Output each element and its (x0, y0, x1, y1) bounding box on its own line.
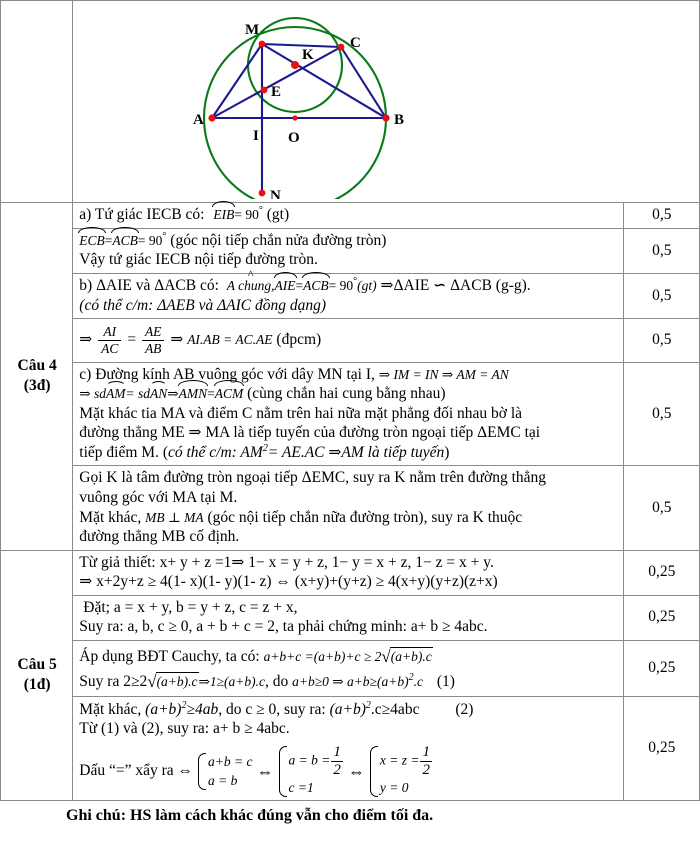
angle-EIB: EIB (213, 205, 234, 223)
r4c-line4: đường thẳng ME ⇒ MA là tiếp tuyến của đường tròn ngoại tiếp ΔEMC tại (79, 424, 541, 442)
segments (212, 44, 386, 193)
geometry-svg (79, 3, 627, 199)
r4b-prefix: b) ΔAIE và ΔACB có: (79, 277, 219, 295)
r4b2-rest: AI.AB = AC.AE (187, 331, 273, 347)
body-5d (73, 696, 623, 800)
body-4a2 (73, 228, 623, 273)
r5d-line1e: (a+b) (329, 700, 366, 718)
point-A (209, 114, 216, 121)
r5d-line1b: (a+b) (145, 700, 182, 718)
body-4b2 (73, 319, 623, 363)
label-I: I (253, 128, 260, 144)
body-5b (73, 595, 623, 640)
row-4c (1, 362, 700, 466)
geometry-figure-cell (73, 1, 700, 203)
r5d-line1c: ≥4ab (186, 700, 219, 718)
r4a2-paren: (góc nội tiếp chắn nửa đường tròn) (170, 231, 387, 249)
r4a2-deg: ° (162, 230, 167, 242)
a-chung: ^ A chung, (226, 267, 275, 294)
r4b-implies: ⇒ (380, 277, 394, 295)
label-E: E (271, 84, 282, 100)
row-4a2 (1, 228, 700, 273)
r4c2-line4: đường thẳng MB cố định. (79, 528, 240, 546)
r4c2-line3c: (góc nội tiếp chắn nữa đường tròn), suy ra K thuộc (207, 508, 523, 526)
r5a-line2: ⇒ x+2y+z ≥ 4(1- x)(1- y)(1- z) ⇔ (x+y)+(y+z) ≥ 4(x+y)(y+z)(z+x) (79, 573, 498, 591)
system-3: x = z = $\frac{1}{2}$ y = 0 (369, 745, 433, 798)
r4a2-eq2: = 90 (137, 232, 163, 248)
point-N (259, 190, 266, 197)
r4c-line2-eq: = sd (125, 386, 150, 402)
r4c-line5d: ) (444, 443, 450, 461)
footer-note-text: HS làm cách khác đúng vẫn cho điểm tối đa. (130, 806, 434, 824)
cau4-line2: (3đ) (23, 376, 51, 394)
r4c2-line3a: Mặt khác, (79, 508, 142, 526)
r4c-line5sup: 2 (262, 442, 268, 454)
score-5b: 0,25 (623, 595, 699, 640)
r4c-line3: Mặt khác tia MA và điểm C nằm trên hai nữa mặt phẳng đối nhau bờ là (79, 404, 523, 422)
r5b-line1: Đặt; a = x + y, b = y + z, c = z + x, (83, 598, 298, 616)
row-4a (1, 203, 700, 229)
row-4c2 (1, 466, 700, 550)
body-5a (73, 550, 623, 595)
body-5c (73, 640, 623, 696)
r4b-eq1: = (295, 278, 304, 294)
label-K: K (302, 47, 314, 63)
row-5a (1, 550, 700, 595)
frac-half-1: $\frac{1}{2}$ (333, 743, 341, 778)
r5c-line2-mid: ⇒1≥(a+b).c (198, 674, 265, 690)
r4c-line5a: tiếp điểm M. ( (79, 443, 168, 461)
r4b-tri2: ΔACB (450, 277, 492, 295)
score-4a2: 0,5 (623, 228, 699, 273)
score-4c2: 0,5 (623, 466, 699, 550)
label-M: M (245, 22, 260, 38)
point-O (293, 115, 298, 120)
r4c2-line3 (79, 508, 617, 528)
label-C: C (350, 35, 362, 51)
row-5b (1, 595, 700, 640)
r5d-line1sup: 2 (181, 699, 187, 711)
angle-AIE: AIE (275, 276, 296, 294)
system-1: a+b = c a = b (197, 752, 252, 791)
sys3-line1: x = z = $\frac{1}{2}$ (379, 743, 430, 778)
r4c-line2-pre: ⇒ sd (79, 386, 106, 402)
system-2: a = b = $\frac{1}{2}$ c =1 (278, 745, 344, 798)
point-M (259, 41, 266, 48)
row-4b (1, 273, 700, 318)
r4c-line1b: ⇒ IM = IN ⇒ AM = AN (378, 366, 509, 382)
r4c-line2-eq2: = (207, 386, 215, 402)
r4b-line2: (có thể c/m: ΔAEB và ΔAIC đồng dạng) (79, 296, 327, 314)
r4a-deg: ° (258, 205, 263, 216)
row-5c (1, 640, 700, 696)
r4b-gg: (g-g). (495, 277, 531, 295)
r5d-line1d: , do c ≥ 0, suy ra: (218, 700, 326, 718)
r4c2-line2: vuông góc với MA tại M. (79, 489, 238, 506)
r5c-line1 (79, 645, 617, 667)
angle-ECB: ECB (79, 231, 105, 249)
r5c-line2-tag: (1) (436, 673, 455, 691)
score-4b2: 0,5 (623, 319, 699, 363)
frac-half-2: $\frac{1}{2}$ (422, 743, 430, 778)
figure-row (1, 1, 700, 203)
r4c-line2-imp: ⇒ (167, 386, 179, 402)
r5d-line1a: Mặt khác, (79, 700, 142, 718)
r4a-suffix: (gt) (266, 206, 290, 224)
body-4c (73, 362, 623, 466)
r5c-line2-do: , do (264, 673, 289, 691)
score-4c: 0,5 (623, 362, 699, 466)
label-cau4 (1, 203, 73, 551)
footer-note-label: Ghi chú: (66, 806, 127, 824)
r4b-gt: (gt) (357, 278, 377, 294)
r4b-eq2: = 90 (328, 278, 354, 294)
body-4b (73, 267, 623, 318)
cau5-line2: (1đ) (23, 675, 51, 693)
point-K (291, 61, 299, 69)
r5c-line2 (79, 670, 617, 692)
r4b-sim: ∽ (433, 277, 447, 295)
r4b2-implies2: ⇒ (170, 330, 184, 348)
r4b-deg: ° (353, 275, 358, 287)
score-4b: 0,5 (623, 273, 699, 318)
frac-AE-AB: $\frac{AE}{AB}$ (142, 324, 165, 357)
r4c2-line3b: MB ⊥ MA (145, 509, 204, 525)
angle-ACB: ACB (112, 231, 138, 249)
arc-AM: AM (106, 385, 126, 402)
frac-AI-AC: $\frac{AI}{AC}$ (98, 324, 121, 357)
r4c-line1a: c) Đường kính AB vuông góc với dây MN tại I, (79, 365, 375, 383)
r5a-line1: Từ giả thiết: x+ y + z =1⇒ 1− x = y + z, 1− y = x + z, 1− z = x + y. (79, 553, 494, 571)
angle-ACB-b: ACB (303, 276, 329, 294)
point-C (338, 44, 345, 51)
point-E (261, 87, 268, 94)
label-N: N (270, 188, 282, 199)
r5c-line2-sup: 2 (408, 671, 414, 683)
row-5d (1, 696, 700, 800)
point-B (383, 114, 390, 121)
r4b2-eq: = (127, 330, 137, 348)
r4c2-line1: Gọi K là tâm đường tròn ngoại tiếp ΔEMC, suy ra K nằm trên đường thẳng (79, 469, 547, 487)
r5d-line1 (79, 700, 617, 720)
r4b2-implies: ⇒ (79, 330, 93, 348)
label-cau5 (1, 550, 73, 800)
r5d-line3-pre: Dấu “=” xẩy ra ⇔ (79, 762, 194, 780)
r5d-line1tag: (2) (455, 700, 474, 718)
r5b-line2: Suy ra: a, b, c ≥ 0, a + b + c = 2, ta phải chứng minh: a+ b ≥ 4abc. (79, 618, 488, 636)
r4c-line2-paren: (cùng chắn hai cung bằng nhau) (247, 385, 446, 403)
r5d-op2: ⇔ (347, 761, 365, 781)
score-5d: 0,25 (623, 696, 699, 800)
footer-note (0, 807, 700, 825)
r4c-line5c: = AE.AC ⇒AM là tiếp tuyến (267, 443, 445, 461)
label-B: B (394, 112, 405, 128)
r4b-line1 (79, 267, 617, 296)
angle-AMN: AMN (179, 384, 208, 402)
geometry-figure (79, 3, 627, 199)
body-4c2 (73, 466, 623, 550)
r5c-line2-b: a+b≥0 ⇒ a+b≥(a+b) (292, 674, 409, 690)
score-5c: 0,25 (623, 640, 699, 696)
r4b2-dpcm: (đpcm) (276, 330, 322, 348)
sqrt-2: √(a+b).c (147, 672, 198, 692)
r5d-line2: Từ (1) và (2), suy ra: a+ b ≥ 4abc. (79, 720, 290, 738)
score-5a: 0,25 (623, 550, 699, 595)
angle-ACM: ACM (215, 384, 244, 402)
score-4a: 0,5 (623, 203, 699, 229)
r5d-op1: ⇔ (256, 761, 274, 781)
figure-row-left-pad (1, 1, 73, 203)
label-O: O (288, 130, 300, 146)
r4c-line5b: có thể c/m: AM (167, 443, 263, 461)
label-A: A (193, 112, 205, 128)
r4a2-line2: Vậy tứ giác IECB nội tiếp đường tròn. (79, 251, 318, 269)
r5d-line3 (79, 745, 617, 798)
r4b-tri1: ΔAIE (393, 277, 430, 295)
row-4b2 (1, 319, 700, 363)
r5d-line1f: .c≥4abc (370, 700, 420, 718)
arc-AN: AN (150, 385, 167, 402)
sqrt-1: √(a+b).c (381, 646, 432, 666)
sys2-line1: a = b = $\frac{1}{2}$ (288, 743, 341, 778)
r5c-line2-pre: Suy ra 2≥2 (79, 673, 148, 691)
r4c-line5 (79, 443, 617, 463)
r4a-eq: = 90 (234, 207, 259, 223)
r4c-line2 (79, 384, 617, 404)
r5c-line2-c: .c (413, 674, 423, 690)
cau5-line1: Câu 5 (17, 656, 57, 674)
r5c-line1-math-a: a+b+c =(a+b)+c ≥ 2 (263, 648, 382, 664)
cau4-line1: Câu 4 (17, 357, 57, 375)
r5c-line1-pre: Áp dụng BĐT Cauchy, ta có: (79, 647, 260, 665)
body-4a (73, 203, 623, 229)
r4a-prefix: a) Tứ giác IECB có: (79, 206, 205, 224)
r4a2-eq1: = (104, 232, 113, 248)
r4a2-line1 (79, 231, 617, 251)
r5d-line1sup2: 2 (365, 699, 371, 711)
